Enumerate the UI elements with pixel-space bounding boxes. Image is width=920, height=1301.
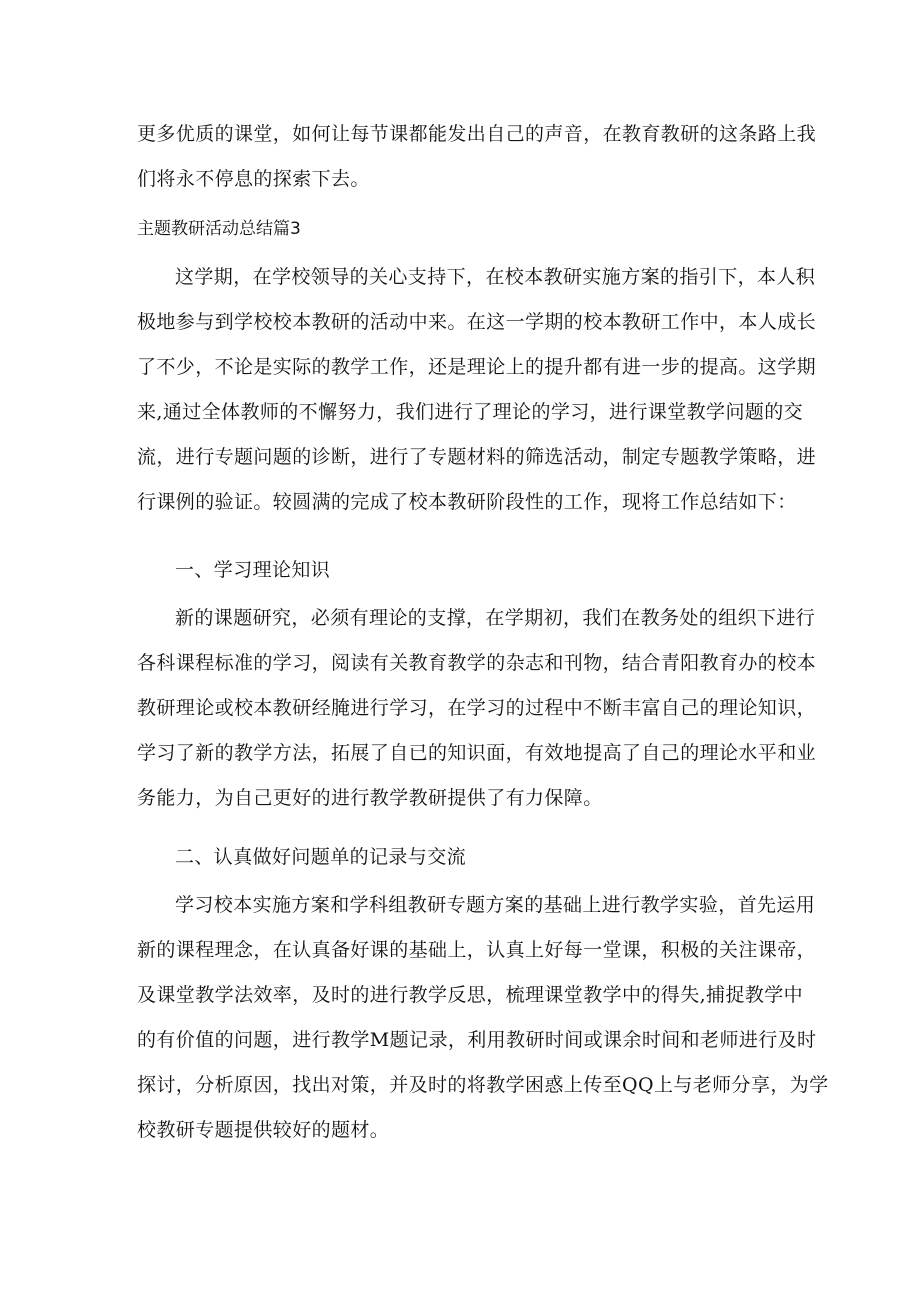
section-title: 主题教研活动总结篇3 <box>137 219 301 239</box>
paragraph-line: 新的课题研究，必须有理论的支撑，在学期初，我们在教务处的组织下进行 <box>175 607 816 629</box>
heading-issue-records <box>175 835 827 880</box>
paragraph-line: 流，进行专题问题的诊断，进行了专题材料的筛选活动，制定专题教学策略，进 <box>137 446 817 468</box>
paragraph-line: 行课例的验证。较圆满的完成了校本教研阶段性的工作，现将工作总结如下： <box>137 491 797 513</box>
paragraph-line: 各科课程标准的学习，阅读有关教育教学的杂志和刊物，结合青阳教育办的校本 <box>137 652 817 674</box>
paragraph-line: 更多优质的课堂，如何让每节课都能发出自己的声音，在教育教研的这条路上我 <box>137 123 817 145</box>
paragraph-line: 探讨，分析原因，找出对策，并及时的将教学困惑上传至QQ上与老师分享，为学 <box>137 1074 829 1096</box>
paragraph-line: 们将永不停息的探索下去。 <box>137 168 370 190</box>
heading-learn-theory <box>175 548 827 593</box>
paragraph-line: 及课堂教学法效率，及时的进行教学反思，梳理课堂教学中的得失,捕捉教学中 <box>137 984 804 1006</box>
paragraph-line: 极地参与到学校校本教研的活动中来。在这一学期的校本教研工作中，本人成长 <box>137 311 817 333</box>
paragraph-line: 教研理论或校本教研经腌进行学习，在学习的过程中不断丰富自己的理论知识， <box>137 697 817 719</box>
paragraph-learn-theory <box>137 596 817 821</box>
paragraph-issue-records <box>137 883 829 1153</box>
paragraph-line: 校教研专题提供较好的题材。 <box>137 1119 390 1141</box>
paragraph-line: 这学期，在学校领导的关心支持下，在校本教研实施方案的指引下，本人积 <box>175 266 816 288</box>
intro-paragraph <box>137 255 817 525</box>
paragraph-line: 务能力，为自己更好的进行教学教研提供了有力保障。 <box>137 787 603 809</box>
subheading-text: 一、学习理论知识 <box>175 559 331 581</box>
paragraph-line: 来,通过全体教师的不懈努力，我们进行了理论的学习，进行课堂教学问题的交 <box>137 401 804 423</box>
paragraph-line: 学习校本实施方案和学科组教研专题方案的基础上进行教学实验，首先运用 <box>175 894 816 916</box>
paragraph-line: 学习了新的教学方法，拓展了自已的知识面，有效地提高了自己的理论水平和业 <box>137 742 817 764</box>
paragraph-line: 了不少，不论是实际的教学工作，还是理论上的提升都有进一步的提高。这学期 <box>137 356 817 378</box>
continuation-paragraph <box>137 112 817 202</box>
paragraph-line: 新的课程理念，在认真备好课的基础上，认真上好每一堂课，积极的关注课帝， <box>137 939 817 961</box>
paragraph-line: 的有价值的问题，进行教学M题记录，利用教研时间或课余时间和老师进行及时 <box>137 1029 817 1051</box>
subheading-text: 二、认真做好问题单的记录与交流 <box>175 846 467 868</box>
